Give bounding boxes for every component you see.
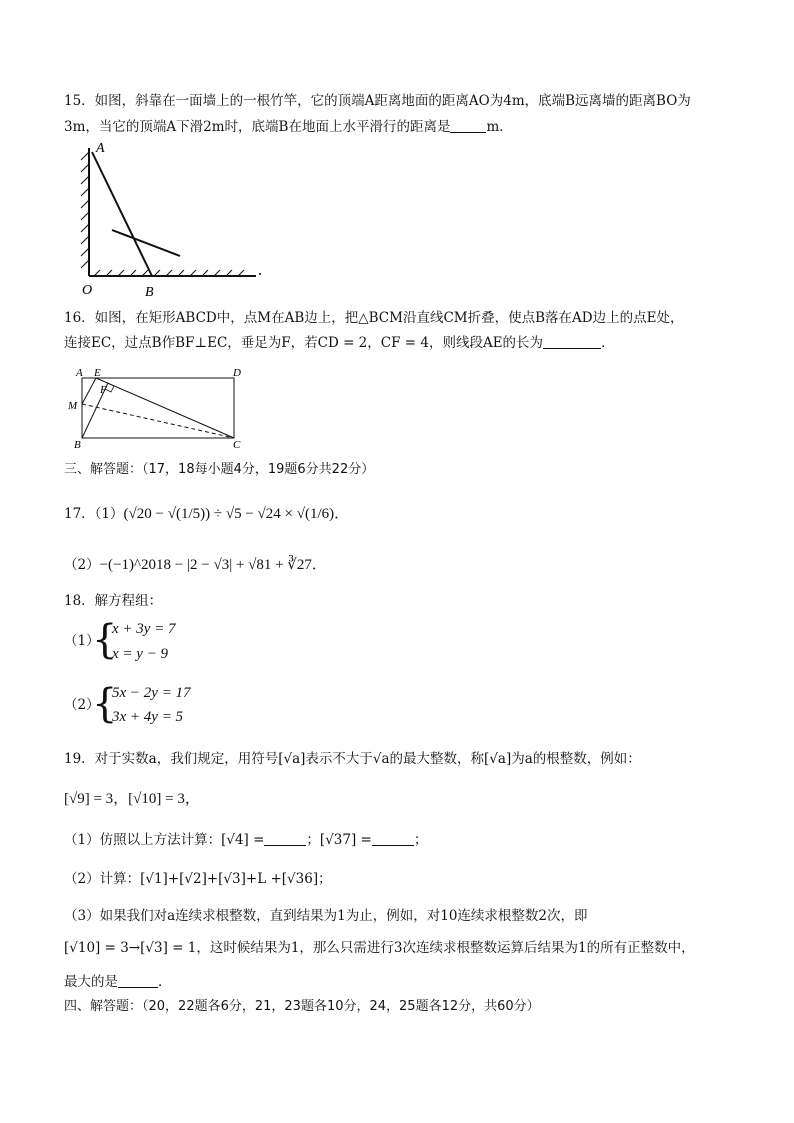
q18-part1-eq2: x = y − 9 <box>112 646 169 662</box>
pole-original <box>92 152 152 276</box>
label-d: D <box>233 367 241 379</box>
q18-title: 18．解方程组： <box>64 593 163 609</box>
q18-part1-brace: { <box>92 617 118 663</box>
q19-part1-text: （1）仿照以上方法计算：[√4] = <box>64 832 265 848</box>
q16-line2-end: ． <box>601 335 615 351</box>
q18-part1-label: （1） <box>64 633 100 649</box>
q18-part2-brace: { <box>92 681 118 727</box>
q19-part1-blank-1 <box>264 845 306 846</box>
q17-part1 <box>64 505 349 523</box>
q19-line3 <box>64 831 427 849</box>
q15-line2-unit: m． <box>486 119 513 135</box>
label-m: M <box>68 400 78 412</box>
q18-part2-eq2: 3x + 4y = 5 <box>112 709 184 725</box>
q16-line2 <box>64 334 615 352</box>
segment-mc <box>82 404 234 438</box>
label-b: B <box>74 439 81 450</box>
label-e: E <box>94 367 101 379</box>
label-b: B <box>145 285 154 300</box>
q19-line5: （3）如果我们对a连续求根整数，直到结果为1为止，例如，对10连续求根整数2次，即 <box>64 908 588 924</box>
q16-line2-text: 连接EC，过点B作BF⊥EC，垂足为F，若CD = 2，CF = 4，则线段AE的长为 <box>64 335 544 351</box>
label-a: A <box>76 367 83 379</box>
q15-line2 <box>64 118 513 136</box>
q16-line1: 16．如图，在矩形ABCD中，点M在AB边上，把△BCM沿直线CM折叠，使点B落在AD边上的点E处， <box>64 310 684 326</box>
q15-figure <box>76 140 266 300</box>
ground-dot <box>259 273 261 275</box>
q19-line6: [√10] = 3→[√3] = 1，这时候结果为1，那么只需进行3次连续求根整数运算后结果为1的所有正整数中， <box>64 940 695 956</box>
q17-part2 <box>64 556 327 574</box>
q15-answer-blank <box>450 132 486 133</box>
label-a: A <box>96 141 105 156</box>
q17-part1-label: 17．（1） <box>64 506 124 522</box>
pole-slid <box>112 230 180 256</box>
section-3-heading: 三、解答题：（17，18每小题4分，19题6分共22分） <box>64 462 375 477</box>
q19-part3-blank <box>118 987 158 988</box>
q18-part2-eq1: 5x − 2y = 17 <box>112 685 191 701</box>
q15-line2-text: 3m，当它的顶端A下滑2m时，底端B在地面上水平滑行的距离是 <box>64 119 451 135</box>
q19-part3-text: 最大的是 <box>64 974 118 990</box>
q19-line7 <box>64 973 172 991</box>
section-4-heading: 四、解答题：（20，22题各6分，21，23题各10分，24，25题各12分，共60分） <box>64 999 540 1014</box>
q19-part1-blank-2 <box>372 845 414 846</box>
segment-ec <box>96 378 234 438</box>
label-o: O <box>82 283 93 298</box>
label-c: C <box>233 439 241 450</box>
wall-hatching <box>81 152 89 268</box>
q17-part2-label: （2） <box>64 557 100 573</box>
q18-part2-label: （2） <box>64 697 100 713</box>
q19-line4: （2）计算：[√1]+[√2]+[√3]+L +[√36]； <box>64 871 332 887</box>
label-f: F <box>100 384 107 396</box>
segment-me <box>82 378 96 404</box>
q19-part3-end: ． <box>158 974 172 990</box>
q16-answer-blank <box>543 348 601 349</box>
q18-part1-eq1: x + 3y = 7 <box>112 621 176 637</box>
q19-part1-end: ； <box>413 832 428 848</box>
q15-line1: 15．如图，斜靠在一面墙上的一根竹竿，它的顶端A距离地面的距离AO为4m，底端B远离墙的距离BO为 <box>64 93 691 109</box>
q19-line2: [√9] = 3，[√10] = 3， <box>64 791 200 807</box>
q17-part2-expression: −(−1)^2018 − |2 − √3| + √81 + ∛27． <box>99 557 327 573</box>
q16-figure <box>62 364 252 450</box>
q17-part1-expression: (√20 − √(1/5)) ÷ √5 − √24 × √(1/6)． <box>123 506 350 522</box>
q19-line1: 19．对于实数a，我们规定，用符号[√a]表示不大于√a的最大整数，称[√a]为a的根整数，例如： <box>64 751 641 767</box>
q19-part1-text-2: ；[√37] = <box>306 832 372 848</box>
